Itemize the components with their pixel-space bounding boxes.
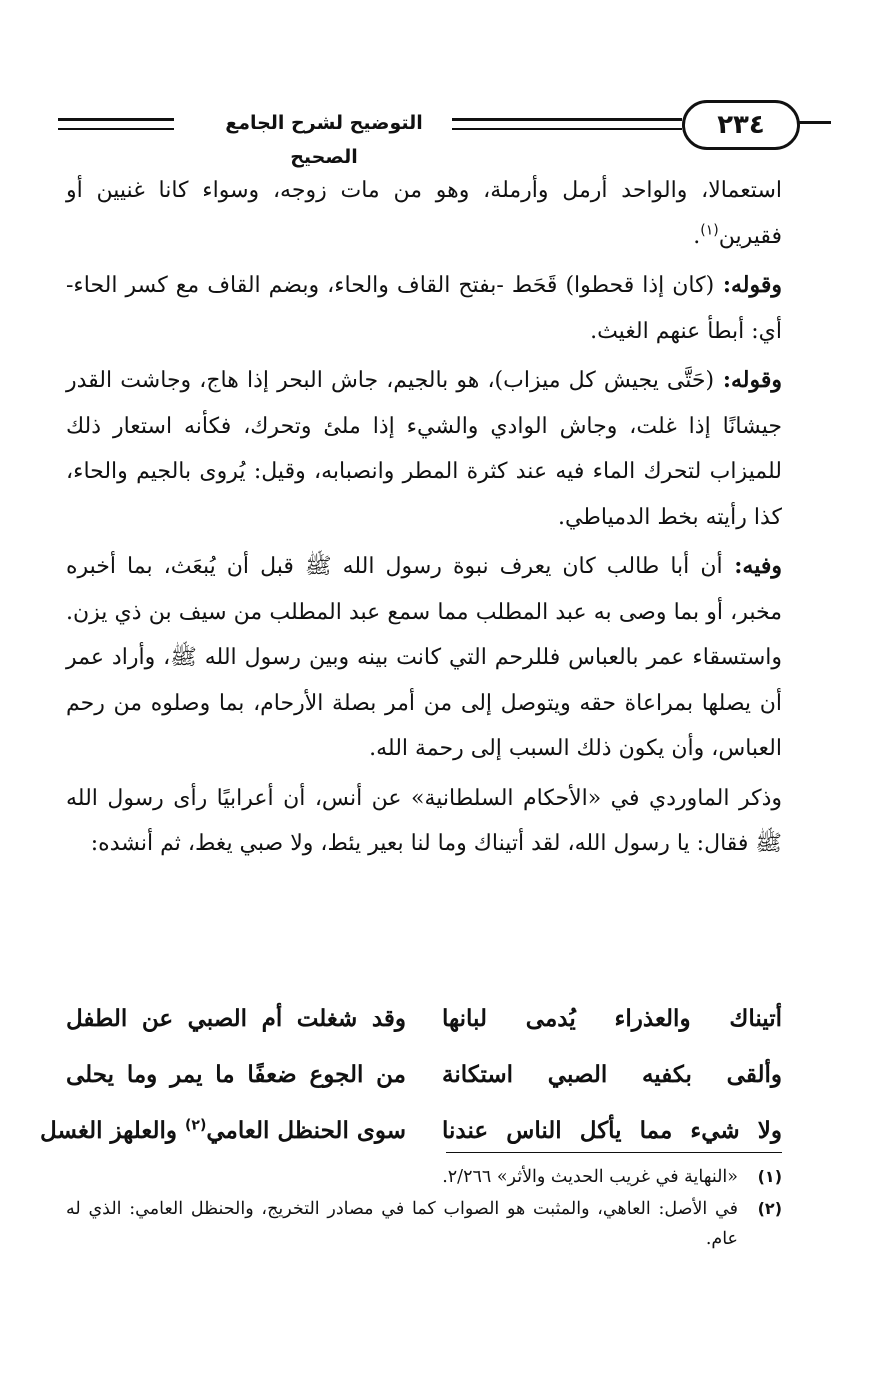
verse-2-first-hemistich: وألقى بكفيه الصبي استكانة [442,1060,782,1088]
header-rule-right-top [452,118,682,121]
running-header [40,96,820,168]
footnote-1-text: «النهاية في غريب الحديث والأثر» ٢/٢٦٦. [442,1167,738,1187]
body-text [66,168,782,871]
verse-row [66,990,782,1046]
paragraph-2-lead: وقوله: [714,272,782,298]
paragraph-1 [66,168,782,259]
paragraph-5-text: وذكر الماوردي في «الأحكام السلطانية» عن أنس، أن أعرابيًا رأى رسول الله ﷺ فقال: يا رسول الله، لقد أتيناك وما لنا بعير يئط، ولا صبي يغط، ثم أنشده: [66,785,782,856]
verse-3-first-hemistich: ولا شيء مما يأكل الناس عندنا [442,1116,782,1144]
book-title: التوضيح لشرح الجامع الصحيح [208,106,440,140]
verse-2-second-hemistich: من الجوع ضعفًا ما يمر وما يحلى [66,1060,406,1088]
verse-row [66,1046,782,1102]
paragraph-3-text: (حَتَّى يجيش كل ميزاب)، هو بالجيم، جاش البحر إذا هاج، وجاشت القدر جيشانًا إذا غلت، وجاش الوادي والشيء إذا ملئ وتحرك، فكأنه استعار ذلك للميزاب لتحرك الماء فيه عند كثرة المطر وانصبابه، وقيل: يُروى بالجيم والحاء، كذا رأيته بخط الدمياطي. [66,368,782,530]
header-rule-left-bottom [58,128,174,130]
verse-3-second-b: والعلهز الغسل [40,1116,185,1144]
footnote-1-mark: (١) [757,1167,782,1186]
paragraph-1-end: . [693,223,701,249]
verse-row [40,1102,782,1158]
page-number-text: ٢٣٤ [717,110,765,140]
footnote-2 [66,1194,782,1254]
footnote-ref-1: (١) [700,222,719,239]
verse-3-second-a: سوى الحنظل العامي [206,1116,406,1144]
paragraph-1-text: استعمالا، والواحد أرمل وأرملة، وهو من مات زوجه، وسواء كانا غنيين أو فقيرين [66,178,782,249]
paragraph-2 [66,263,782,354]
paragraph-4 [66,544,782,772]
paragraph-3-lead: وقوله: [714,367,782,393]
paragraph-4-text: أن أبا طالب كان يعرف نبوة رسول الله ﷺ قبل أن يُبعَث، بما أخبره مخبر، أو بما وصى به عبد المطلب مما سمع عبد المطلب من سيف بن ذي يزن. واستسقاء عمر بالعباس فللرحم التي كانت بينه وبين رسول الله ﷺ، وأراد عمر أن يصلها بمراعاة حقه ويتوصل إلى من أمر بصلة الأرحام، بما وصلوه من رحم العباس، وأن يكون ذلك السبب إلى رحمة الله. [66,554,782,761]
paragraph-2-text: (كان إذا قحطوا) قَحَط -بفتح القاف والحاء، وبضم القاف مع كسر الحاء- أي: أبطأ عنهم الغيث. [66,273,782,344]
page-number [682,100,800,150]
paragraph-3 [66,358,782,540]
footnote-separator [446,1152,782,1153]
header-rule-right-bottom [452,128,682,130]
page-number-tail [797,121,831,124]
footnote-2-mark: (٢) [757,1199,782,1218]
footnotes [66,1162,782,1256]
paragraph-5 [66,776,782,867]
verse-1-second-hemistich: وقد شغلت أم الصبي عن الطفل [66,1004,406,1032]
footnote-2-text: في الأصل: العاهي، والمثبت هو الصواب كما في مصادر التخريج، والحنظل العامي: الذي له عام. [66,1199,738,1249]
footnote-ref-2: (٢) [185,1116,207,1133]
verse-1-first-hemistich: أتيناك والعذراء يُدمى لبانها [442,1004,782,1032]
verse-3-second-hemistich [40,1116,406,1144]
footnote-1 [66,1162,782,1192]
header-rule-left-top [58,118,174,121]
poem [40,990,782,1158]
paragraph-4-lead: وفيه: [722,553,783,579]
